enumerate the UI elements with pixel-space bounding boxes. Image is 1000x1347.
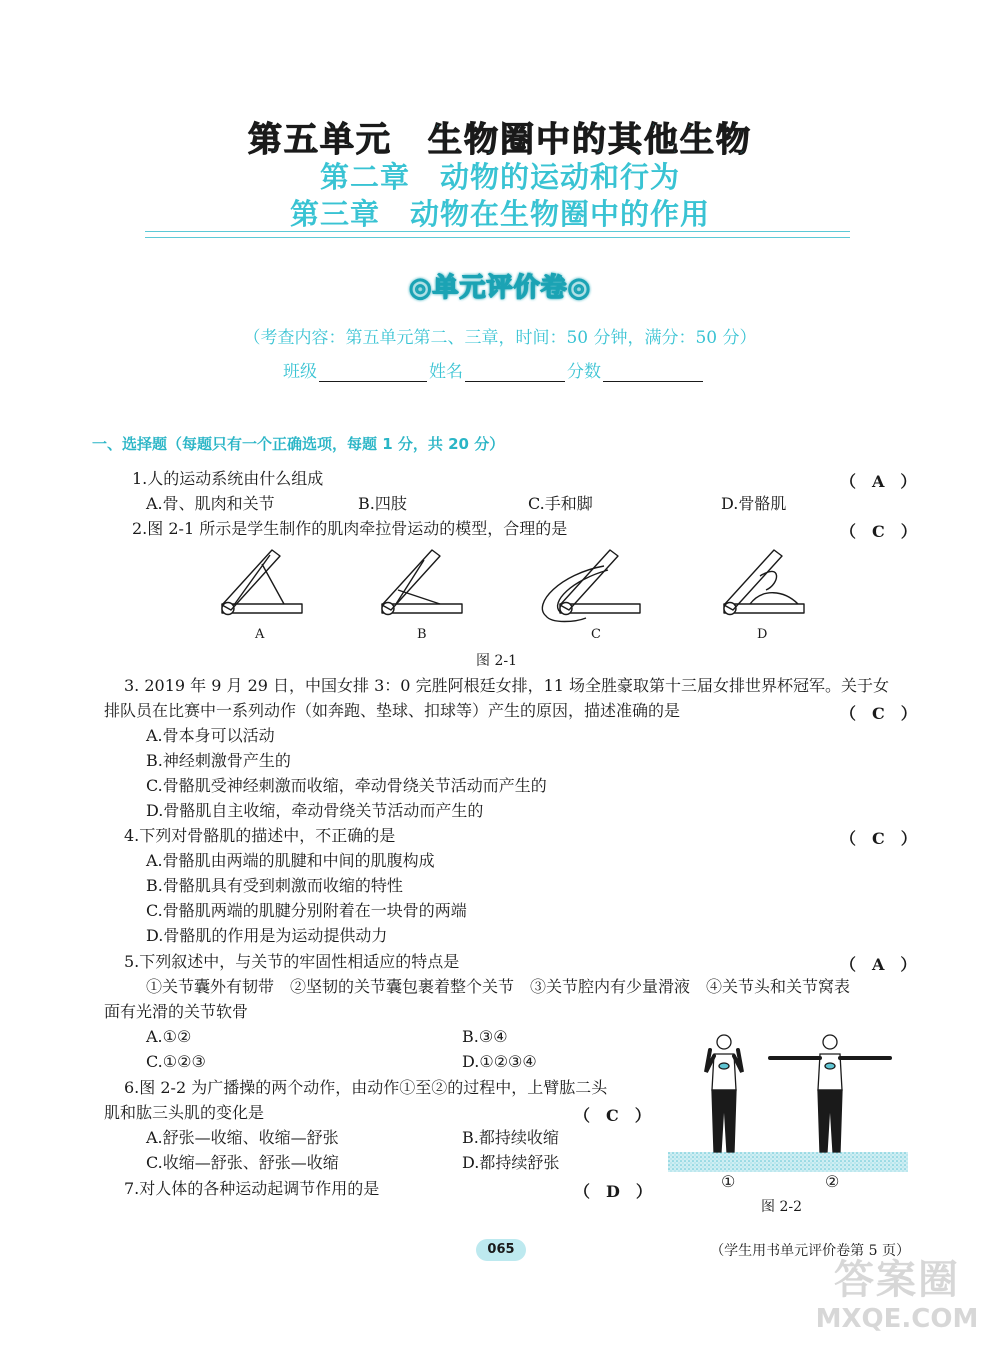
score-blank[interactable]: [603, 361, 703, 382]
fig-2-1-label-b: B: [417, 627, 427, 642]
q2-stem: 2.图 2-1 所示是学生制作的肌肉牵拉骨运动的模型，合理的是: [132, 519, 568, 538]
watermark-line2: MXQE.COM: [815, 1304, 979, 1334]
q6-option-d: D.都持续舒张: [462, 1153, 560, 1172]
q3-answer: （ C ）: [840, 704, 917, 723]
q3-option-a: A.骨本身可以活动: [146, 726, 275, 745]
q5-option-a: A.①②: [146, 1027, 192, 1046]
name-label: 姓名: [429, 362, 463, 382]
class-blank[interactable]: [319, 361, 427, 382]
fig-2-1-caption: 图 2-1: [476, 653, 517, 669]
q3-stem-line1: 3. 2019 年 9 月 29 日，中国女排 3：0 完胜阿根廷女排，11 场全胜豪取第十三届女排世界杯冠军。关于女: [124, 676, 890, 695]
title-rule-bottom: [145, 237, 850, 238]
watermark: [812, 1256, 982, 1334]
q6-answer: （ C ）: [574, 1106, 651, 1125]
q5-stem: 5.下列叙述中，与关节的牢固性相适应的特点是: [124, 952, 460, 971]
q4-option-c: C.骨骼肌两端的肌腱分别附着在一块骨的两端: [146, 901, 467, 920]
q3-option-d: D.骨骼肌自主收缩，牵动骨绕关节活动而产生的: [146, 801, 484, 820]
q4-answer: （ C ）: [840, 829, 917, 848]
floor-ground: [668, 1152, 908, 1172]
student-info-row: [283, 357, 705, 382]
figure-2-1: [200, 540, 820, 650]
q1-option-c: C.手和脚: [528, 494, 593, 513]
q4-option-a: A.骨骼肌由两端的肌腱和中间的肌腹构成: [146, 851, 435, 870]
q7-answer: （ D ）: [574, 1182, 652, 1201]
watermark-line1: 答案圈: [834, 1257, 960, 1303]
q3-option-b: B.神经刺激骨产生的: [146, 751, 291, 770]
chapter3-title: 第三章 动物在生物圈中的作用: [289, 197, 710, 231]
page-number: 065: [476, 1239, 526, 1261]
book-page-reference: （学生用书单元评价卷第 5 页）: [710, 1243, 910, 1259]
fig-2-1-label-d: D: [757, 627, 768, 642]
muscle-model-a: [222, 550, 302, 615]
q1-option-d: D.骨骼肌: [721, 494, 787, 513]
q4-option-b: B.骨骼肌具有受到刺激而收缩的特性: [146, 876, 403, 895]
q1-option-a: A.骨、肌肉和关节: [146, 494, 275, 513]
title-rule-top: [145, 231, 850, 232]
unit-title: 第五单元 生物圈中的其他生物: [248, 120, 752, 160]
class-label: 班级: [283, 362, 317, 382]
fig-2-2-caption: 图 2-2: [761, 1199, 802, 1215]
q6-stem-line2: 肌和肱三头肌的变化是: [104, 1103, 265, 1122]
name-blank[interactable]: [465, 361, 565, 382]
q2-answer: （ C ）: [840, 522, 917, 541]
score-label: 分数: [567, 362, 601, 382]
chapter2-title: 第二章 动物的运动和行为: [319, 160, 680, 194]
fig-2-1-label-a: A: [255, 627, 265, 642]
section-title: 一、选择题（每题只有一个正确选项，每题 1 分，共 20 分）: [92, 435, 505, 453]
muscle-model-b: [382, 550, 462, 615]
gymnast-pose-1: [706, 1035, 742, 1152]
q5-statements-line2: 面有光滑的关节软骨: [104, 1002, 249, 1021]
q7-stem: 7.对人体的各种运动起调节作用的是: [124, 1179, 380, 1198]
q4-stem: 4.下列对骨骼肌的描述中，不正确的是: [124, 826, 396, 845]
exam-scope: （考查内容：第五单元第二、三章，时间：50 分钟，满分：50 分）: [243, 328, 757, 348]
fig-2-2-mark-1: ①: [721, 1172, 736, 1191]
q5-option-c: C.①②③: [146, 1052, 206, 1071]
q5-statements-line1: ①关节囊外有韧带 ②坚韧的关节囊包裹着整个关节 ③关节腔内有少量滑液 ④关节头和关节窝表: [146, 977, 851, 996]
q5-answer: （ A ）: [840, 955, 917, 974]
q6-stem-line1: 6.图 2-2 为广播操的两个动作，由动作①至②的过程中，上臂肱二头: [124, 1078, 608, 1097]
q1-stem: 1.人的运动系统由什么组成: [132, 469, 324, 488]
q1-option-b: B.四肢: [358, 494, 407, 513]
q6-option-b: B.都持续收缩: [462, 1128, 559, 1147]
q6-option-c: C.收缩—舒张、舒张—收缩: [146, 1153, 339, 1172]
q3-stem-line2: 排队员在比赛中一系列动作（如奔跑、垫球、扣球等）产生的原因，描述准确的是: [104, 701, 681, 720]
fig-2-2-mark-2: ②: [825, 1172, 840, 1191]
fig-2-1-label-c: C: [591, 627, 601, 642]
q5-option-b: B.③④: [462, 1027, 508, 1046]
figure-2-2: [664, 1028, 910, 1174]
q4-option-d: D.骨骼肌的作用是为运动提供动力: [146, 926, 388, 945]
gymnast-pose-2: [770, 1035, 890, 1152]
q5-option-d: D.①②③④: [462, 1052, 537, 1071]
muscle-model-d: [724, 550, 804, 615]
q6-option-a: A.舒张—收缩、收缩—舒张: [146, 1128, 339, 1147]
q1-answer: （ A ）: [840, 472, 917, 491]
unit-assessment-badge: ◎单元评价卷◎: [408, 273, 592, 303]
q3-option-c: C.骨骼肌受神经刺激而收缩，牵动骨绕关节活动而产生的: [146, 776, 547, 795]
muscle-model-c: [542, 550, 640, 622]
